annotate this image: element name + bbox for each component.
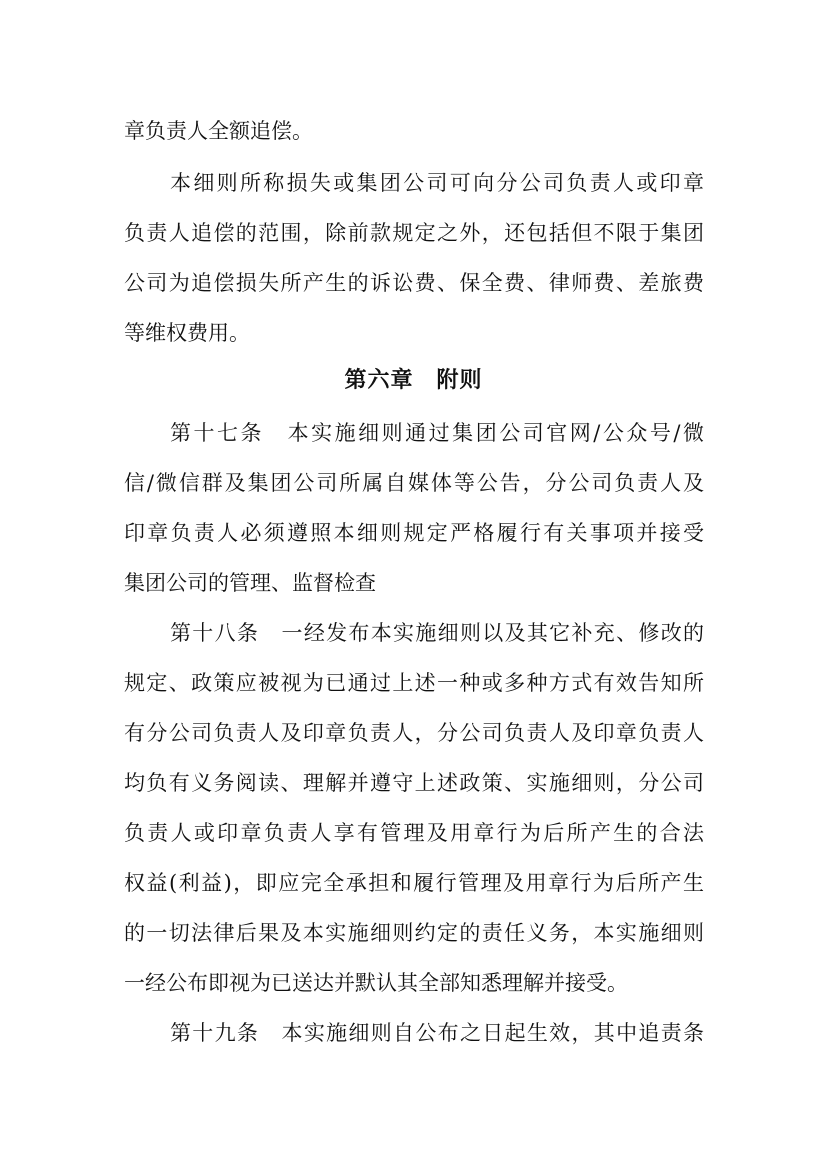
paragraph-line: 的一切法律后果及本实施细则约定的责任义务，本实施细则: [124, 921, 704, 945]
paragraph-line: 公司为追偿损失所产生的诉讼费、保全费、律师费、差旅费: [124, 271, 704, 295]
paragraph-line: 一经公布即视为已送达并默认其全部知悉理解并接受。: [124, 971, 628, 995]
article-17-line: 第十七条 本实施细则通过集团公司官网/公众号/微: [170, 421, 704, 445]
chapter-heading: 第六章 附则: [344, 368, 483, 393]
paragraph-line: 均负有义务阅读、理解并遵守上述政策、实施细则，分公司: [124, 771, 704, 795]
paragraph-line: 信/微信群及集团公司所属自媒体等公告，分公司负责人及: [124, 471, 704, 495]
paragraph-line: 负责人追偿的范围，除前款规定之外，还包括但不限于集团: [124, 221, 704, 245]
paragraph-line: 本细则所称损失或集团公司可向分公司负责人或印章: [170, 171, 704, 195]
paragraph-line: 规定、政策应被视为已通过上述一种或多种方式有效告知所: [124, 671, 704, 695]
paragraph-line: 权益(利益)，即应完全承担和履行管理及用章行为后所产生: [124, 871, 704, 895]
paragraph-line: 集团公司的管理、监督检查: [124, 571, 376, 595]
article-19-line: 第十九条 本实施细则自公布之日起生效，其中追责条: [170, 1021, 704, 1045]
paragraph-line: 章负责人全额追偿。: [124, 119, 313, 143]
paragraph-line: 有分公司负责人及印章负责人，分公司负责人及印章负责人: [124, 721, 704, 745]
paragraph-line: 负责人或印章负责人享有管理及用章行为后所产生的合法: [124, 821, 704, 845]
paragraph-line: 印章负责人必须遵照本细则规定严格履行有关事项并接受: [124, 521, 704, 545]
paragraph-line: 等维权费用。: [124, 321, 250, 345]
article-18-line: 第十八条 一经发布本实施细则以及其它补充、修改的: [170, 621, 704, 645]
